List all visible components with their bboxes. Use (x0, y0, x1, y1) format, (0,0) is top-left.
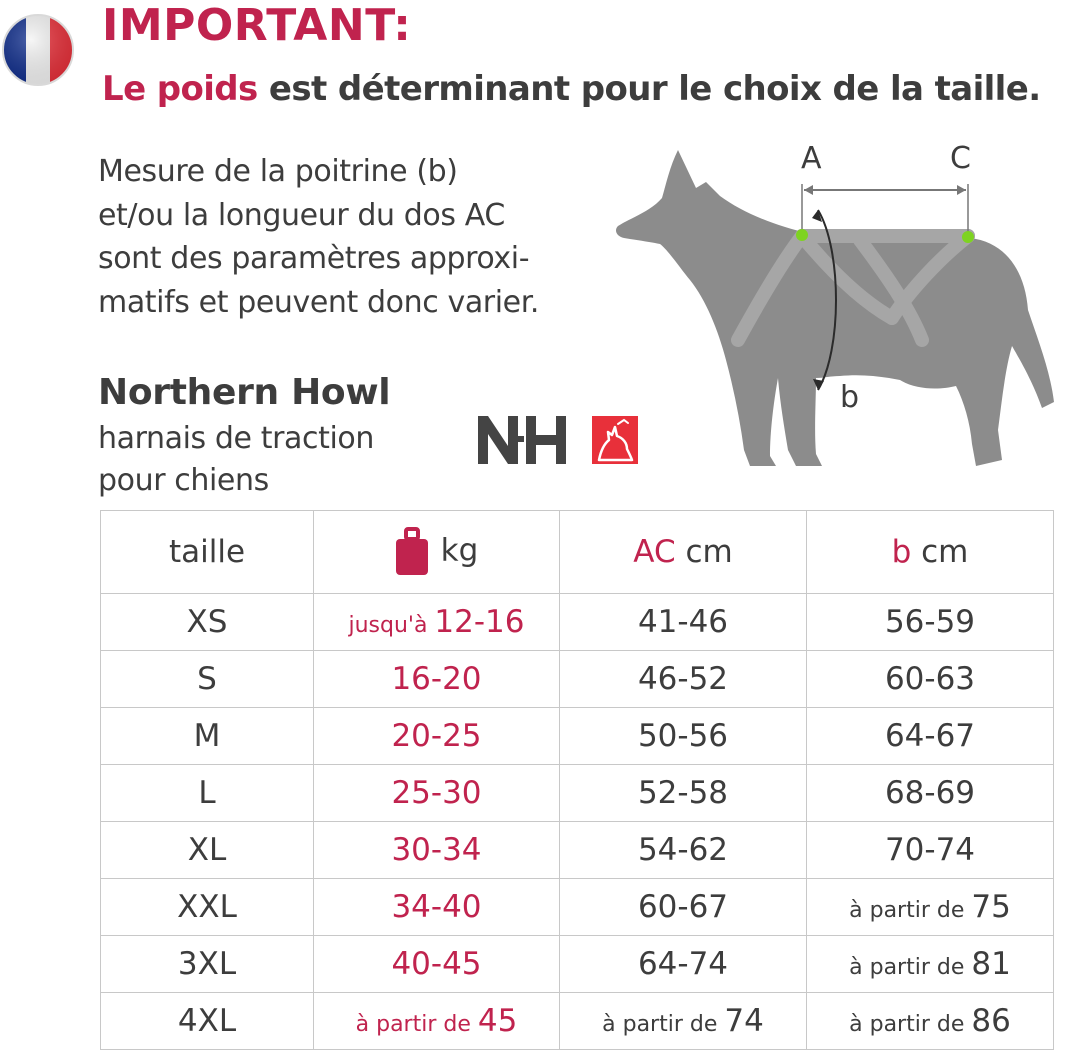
weight-cell (314, 822, 560, 879)
size-cell-value: XXL (177, 889, 237, 925)
size-cell-value: XL (187, 832, 227, 868)
note-line: sont des paramètres approxi- (98, 241, 530, 276)
back-length-cell (560, 594, 807, 651)
size-cell-value: 3XL (177, 946, 237, 982)
back-length-cell (560, 708, 807, 765)
chest-cell (807, 708, 1054, 765)
header-back-length (560, 511, 807, 594)
header-ac-unit: cm (675, 534, 733, 570)
back-length-cell (560, 936, 807, 993)
back-length-cell-value: 54-62 (637, 832, 729, 868)
label-c: C (950, 141, 971, 176)
note-line: et/ou la longueur du dos AC (98, 197, 505, 233)
chest-cell-prefix: à partir de (849, 898, 972, 923)
header-b-unit: cm (911, 534, 969, 570)
back-length-cell (560, 879, 807, 936)
weight-cell-value: 16-20 (391, 661, 482, 697)
chest-cell-prefix: à partir de (849, 955, 972, 980)
table-row (101, 651, 1054, 708)
back-length-cell (560, 993, 807, 1050)
header-ac-accent: AC (633, 534, 676, 570)
table-row (101, 879, 1054, 936)
size-cell-value: XS (186, 604, 228, 640)
size-chart-table (100, 510, 1054, 1050)
back-length-cell-value: 46-52 (637, 661, 729, 697)
note-line: Mesure de la poitrine (b) (98, 154, 458, 189)
chest-cell (807, 651, 1054, 708)
chest-cell (807, 936, 1054, 993)
dog-harness-diagram (610, 140, 1070, 480)
size-cell (101, 993, 314, 1050)
chest-cell-value: 86 (971, 1003, 1011, 1039)
chest-cell (807, 594, 1054, 651)
chest-cell (807, 822, 1054, 879)
weight-cell (314, 993, 560, 1050)
page-title: IMPORTANT: (102, 0, 412, 51)
chest-cell (807, 993, 1054, 1050)
size-cell (101, 765, 314, 822)
note-line: matifs et peuvent donc varier. (98, 284, 540, 320)
back-length-cell (560, 765, 807, 822)
back-length-cell-value: 41-46 (637, 604, 729, 640)
chest-cell-value: 56-59 (884, 604, 976, 640)
size-cell-value: 4XL (177, 1003, 237, 1039)
size-cell (101, 594, 314, 651)
size-cell (101, 822, 314, 879)
weight-cell-value: 20-25 (391, 718, 482, 754)
back-length-cell-value: 74 (724, 1003, 764, 1039)
chest-cell-value: 68-69 (884, 775, 976, 811)
weight-cell-value: 34-40 (391, 889, 482, 925)
weight-cell (314, 936, 560, 993)
back-length-cell-value: 60-67 (637, 889, 729, 925)
tagline-line: harnais de traction (98, 421, 374, 456)
label-b: b (840, 380, 860, 415)
back-length-cell-value: 64-74 (637, 946, 729, 982)
table-header-row (101, 511, 1054, 594)
weight-cell (314, 765, 560, 822)
chest-cell-value: 75 (971, 889, 1011, 925)
size-cell (101, 879, 314, 936)
brand-tagline (98, 418, 374, 502)
size-cell-value: M (193, 718, 221, 754)
back-length-cell-prefix: à partir de (602, 1012, 725, 1037)
label-a: A (801, 141, 822, 176)
weight-cell-value: 25-30 (391, 775, 482, 811)
table-row (101, 993, 1054, 1050)
france-flag-icon (0, 12, 76, 88)
size-cell-value: S (197, 661, 217, 697)
size-cell (101, 936, 314, 993)
table-row (101, 594, 1054, 651)
back-length-cell (560, 822, 807, 879)
subtitle-accent: Le poids (102, 69, 258, 109)
chest-cell (807, 765, 1054, 822)
weight-cell (314, 879, 560, 936)
weight-cell-prefix: jusqu'à (348, 613, 435, 638)
chest-cell-value: 60-63 (884, 661, 976, 697)
table-row (101, 708, 1054, 765)
weight-cell-prefix: à partir de (355, 1012, 478, 1037)
table-row (101, 822, 1054, 879)
brand-name: Northern Howl (98, 372, 391, 413)
chest-cell-value: 64-67 (884, 718, 976, 754)
weight-cell-value: 40-45 (391, 946, 482, 982)
header-chest (807, 511, 1054, 594)
size-cell (101, 708, 314, 765)
tagline-line: pour chiens (98, 463, 269, 498)
weight-cell-value: 45 (477, 1003, 518, 1039)
chest-cell-value: 81 (971, 946, 1011, 982)
header-size: taille (101, 511, 314, 594)
back-length-cell (560, 651, 807, 708)
measurement-note (98, 150, 598, 324)
weight-cell (314, 651, 560, 708)
weight-cell-value: 30-34 (391, 832, 482, 868)
back-length-cell-value: 52-58 (637, 775, 729, 811)
chest-cell (807, 879, 1054, 936)
back-length-cell-value: 50-56 (637, 718, 729, 754)
subtitle-rest: est déterminant pour le choix de la taille. (257, 69, 1041, 109)
chest-cell-prefix: à partir de (849, 1012, 972, 1037)
size-cell (101, 651, 314, 708)
subtitle (102, 68, 1041, 110)
table-row (101, 765, 1054, 822)
header-b-accent: b (891, 534, 912, 570)
chest-cell-value: 70-74 (884, 832, 976, 868)
weight-cell (314, 594, 560, 651)
header-weight (314, 511, 560, 594)
header-weight-label: kg (440, 532, 479, 569)
weight-icon (395, 527, 429, 577)
size-cell-value: L (198, 775, 216, 811)
weight-cell (314, 708, 560, 765)
table-row (101, 936, 1054, 993)
weight-cell-value: 12-16 (434, 604, 525, 640)
